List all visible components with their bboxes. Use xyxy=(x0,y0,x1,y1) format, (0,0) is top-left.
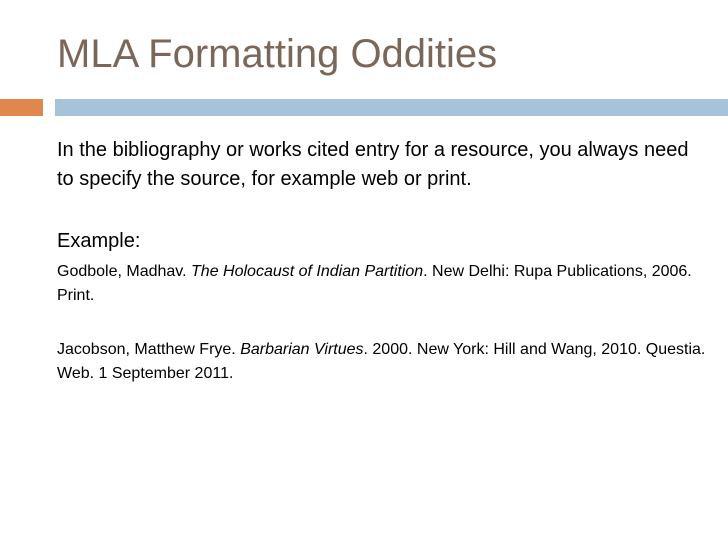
citation-details: . New Delhi: Rupa Publications, 2006. Print. xyxy=(57,263,692,304)
slide-title: MLA Formatting Oddities xyxy=(57,32,498,76)
example-heading: Example: xyxy=(57,230,141,252)
citation-details: . 2000. New York: Hill and Wang, 2010. Questia. Web. 1 September 2011. xyxy=(57,341,706,382)
citation-work-title: Barbarian Virtues xyxy=(240,341,364,358)
intro-paragraph: In the bibliography or works cited entry for a resource, you always need to specify the source, for example web or print. xyxy=(57,139,689,190)
citation-entry xyxy=(57,260,707,308)
accent-bar xyxy=(0,99,43,116)
citation-author: Godbole, Madhav. xyxy=(57,263,192,280)
citation-entry xyxy=(57,338,707,386)
citation-work-title: The Holocaust of Indian Partition xyxy=(191,263,424,280)
citation-author: Jacobson, Matthew Frye. xyxy=(57,341,241,358)
slide-body xyxy=(57,136,707,386)
header-divider-bar xyxy=(55,99,728,116)
